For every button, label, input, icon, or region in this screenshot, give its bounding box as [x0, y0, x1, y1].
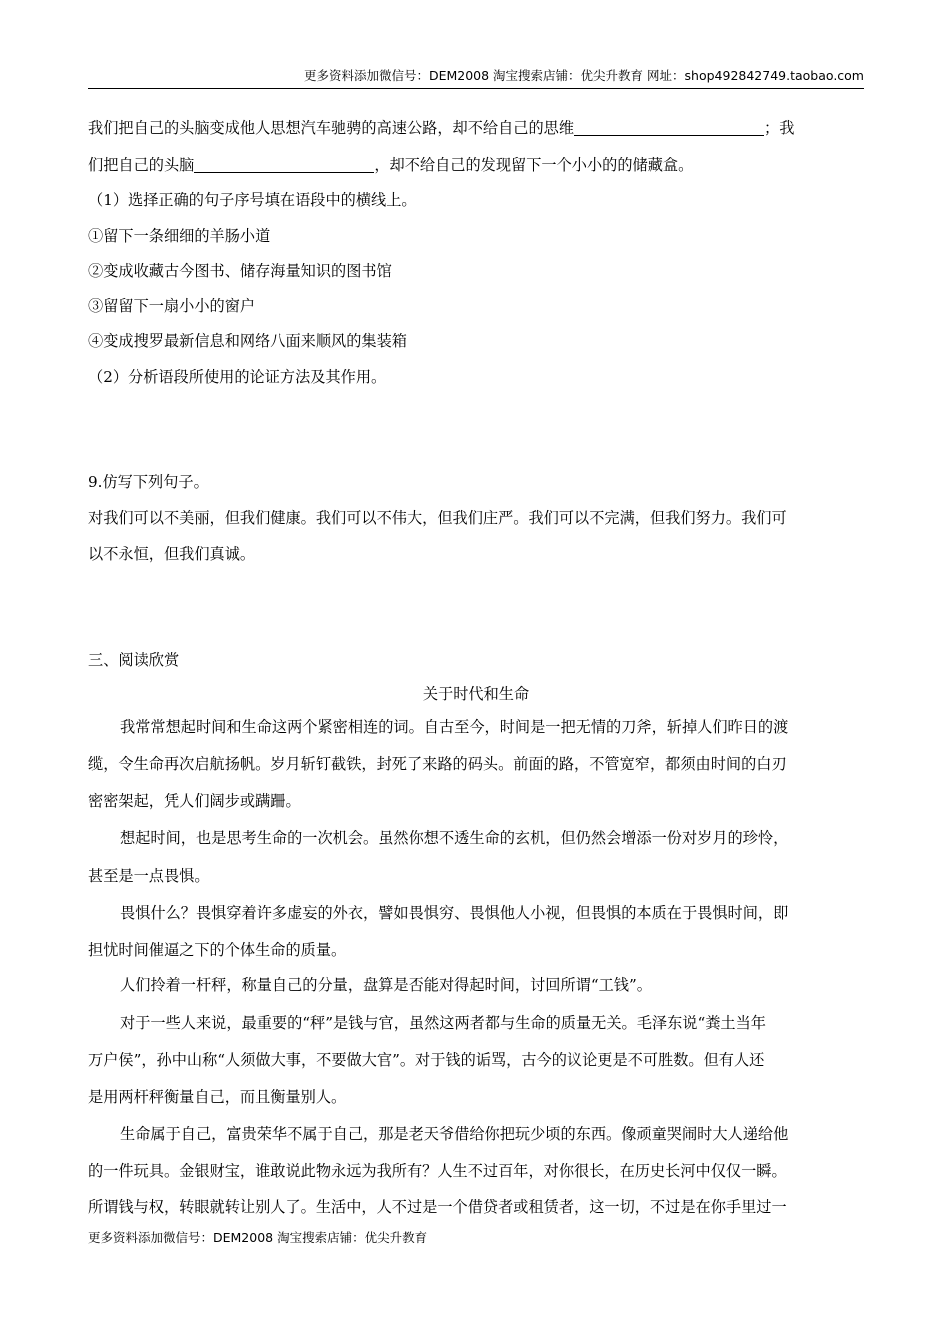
q8-option-1: ①留下一条细细的羊肠小道 — [88, 227, 271, 245]
article-line: 担忧时间催逼之下的个体生命的质量。 — [88, 941, 347, 959]
article-line: 想起时间，也是思考生命的一次机会。虽然你想不透生命的玄机，但仍然会增添一份对岁月的珍怜， — [120, 829, 789, 847]
article-line: 的一件玩具。金银财宝，谁敢说此物永远为我所有？人生不过百年，对你很长，在历史长河中仅仅一瞬。 — [88, 1162, 787, 1180]
q9-title: 9.仿写下列句子。 — [88, 473, 209, 491]
q8-option-3: ③留留下一扇小小的窗户 — [88, 297, 256, 315]
article-line: 我常常想起时间和生命这两个紧密相连的词。自古至今，时间是一把无情的刀斧，斩掉人们昨日的渡 — [120, 718, 789, 736]
article-line: 所谓钱与权，转眼就转让别人了。生活中，人不过是一个借贷者或租赁者，这一切，不过是在你手里过一 — [88, 1198, 787, 1216]
article-line: 万户侯”，孙中山称“人须做大事，不要做大官”。对于钱的诟骂，古今的议论更是不可胜数。但有人还 — [88, 1051, 765, 1069]
q8-passage-line-2 — [88, 155, 864, 175]
section-heading: 三、阅读欣赏 — [88, 651, 180, 669]
article-line: 密密架起，凭人们阔步或蹒跚。 — [88, 792, 301, 810]
article-title: 关于时代和生命 — [422, 685, 530, 703]
q8-sub-question-1: （1）选择正确的句子序号填在语段中的横线上。 — [88, 191, 417, 209]
q8-option-2: ②变成收藏古今图书、储存海量知识的图书馆 — [88, 262, 392, 280]
page-footer: 更多资料添加微信号：DEM2008 淘宝搜索店铺：优尖升教育 — [88, 1230, 428, 1245]
q8-passage-line-1 — [88, 118, 864, 138]
q8-blank-2[interactable] — [194, 156, 374, 173]
q8-line1-suffix: ；我 — [764, 119, 795, 137]
header-divider — [88, 88, 864, 89]
q8-sub-question-2: （2）分析语段所使用的论证方法及其作用。 — [88, 368, 387, 386]
q9-example-line-1: 对我们可以不美丽，但我们健康。我们可以不伟大，但我们庄严。我们可以不完满，但我们努力。我们可 — [88, 509, 787, 527]
q9-example-line-2: 以不永恒，但我们真诚。 — [88, 545, 256, 563]
article-line: 畏惧什么？畏惧穿着许多虚妄的外衣，譬如畏惧穷、畏惧他人小视，但畏惧的本质在于畏惧时间，即 — [120, 904, 789, 922]
article-line: 缆，令生命再次启航扬帆。岁月斩钉截铁，封死了来路的码头。前面的路，不管宽窄，都须由时间的白刃 — [88, 755, 787, 773]
article-line: 是用两杆秤衡量自己，而且衡量别人。 — [88, 1088, 347, 1106]
article-line: 对于一些人来说，最重要的“秤”是钱与官，虽然这两者都与生命的质量无关。毛泽东说“粪土当年 — [120, 1014, 766, 1032]
article-line: 人们拎着一杆秤，称量自己的分量，盘算是否能对得起时间，讨回所谓“工钱”。 — [120, 976, 652, 994]
page-header: 更多资料添加微信号：DEM2008 淘宝搜索店铺：优尖升教育 网址：shop492842749.taobao.com — [303, 68, 864, 83]
article-line: 甚至是一点畏惧。 — [88, 867, 210, 885]
q8-option-4: ④变成搜罗最新信息和网络八面来顺风的集装箱 — [88, 332, 407, 350]
article-line: 生命属于自己，富贵荣华不属于自己，那是老天爷借给你把玩少顷的东西。像顽童哭闹时大人递给他 — [120, 1125, 789, 1143]
q8-blank-1[interactable] — [574, 119, 764, 136]
q8-line1-prefix: 我们把自己的头脑变成他人思想汽车驰骋的高速公路，却不给自己的思维 — [88, 119, 574, 137]
q8-line2-prefix: 们把自己的头脑 — [88, 156, 195, 174]
q8-line2-suffix: ，却不给自己的发现留下一个小小的的储藏盒。 — [374, 156, 694, 174]
